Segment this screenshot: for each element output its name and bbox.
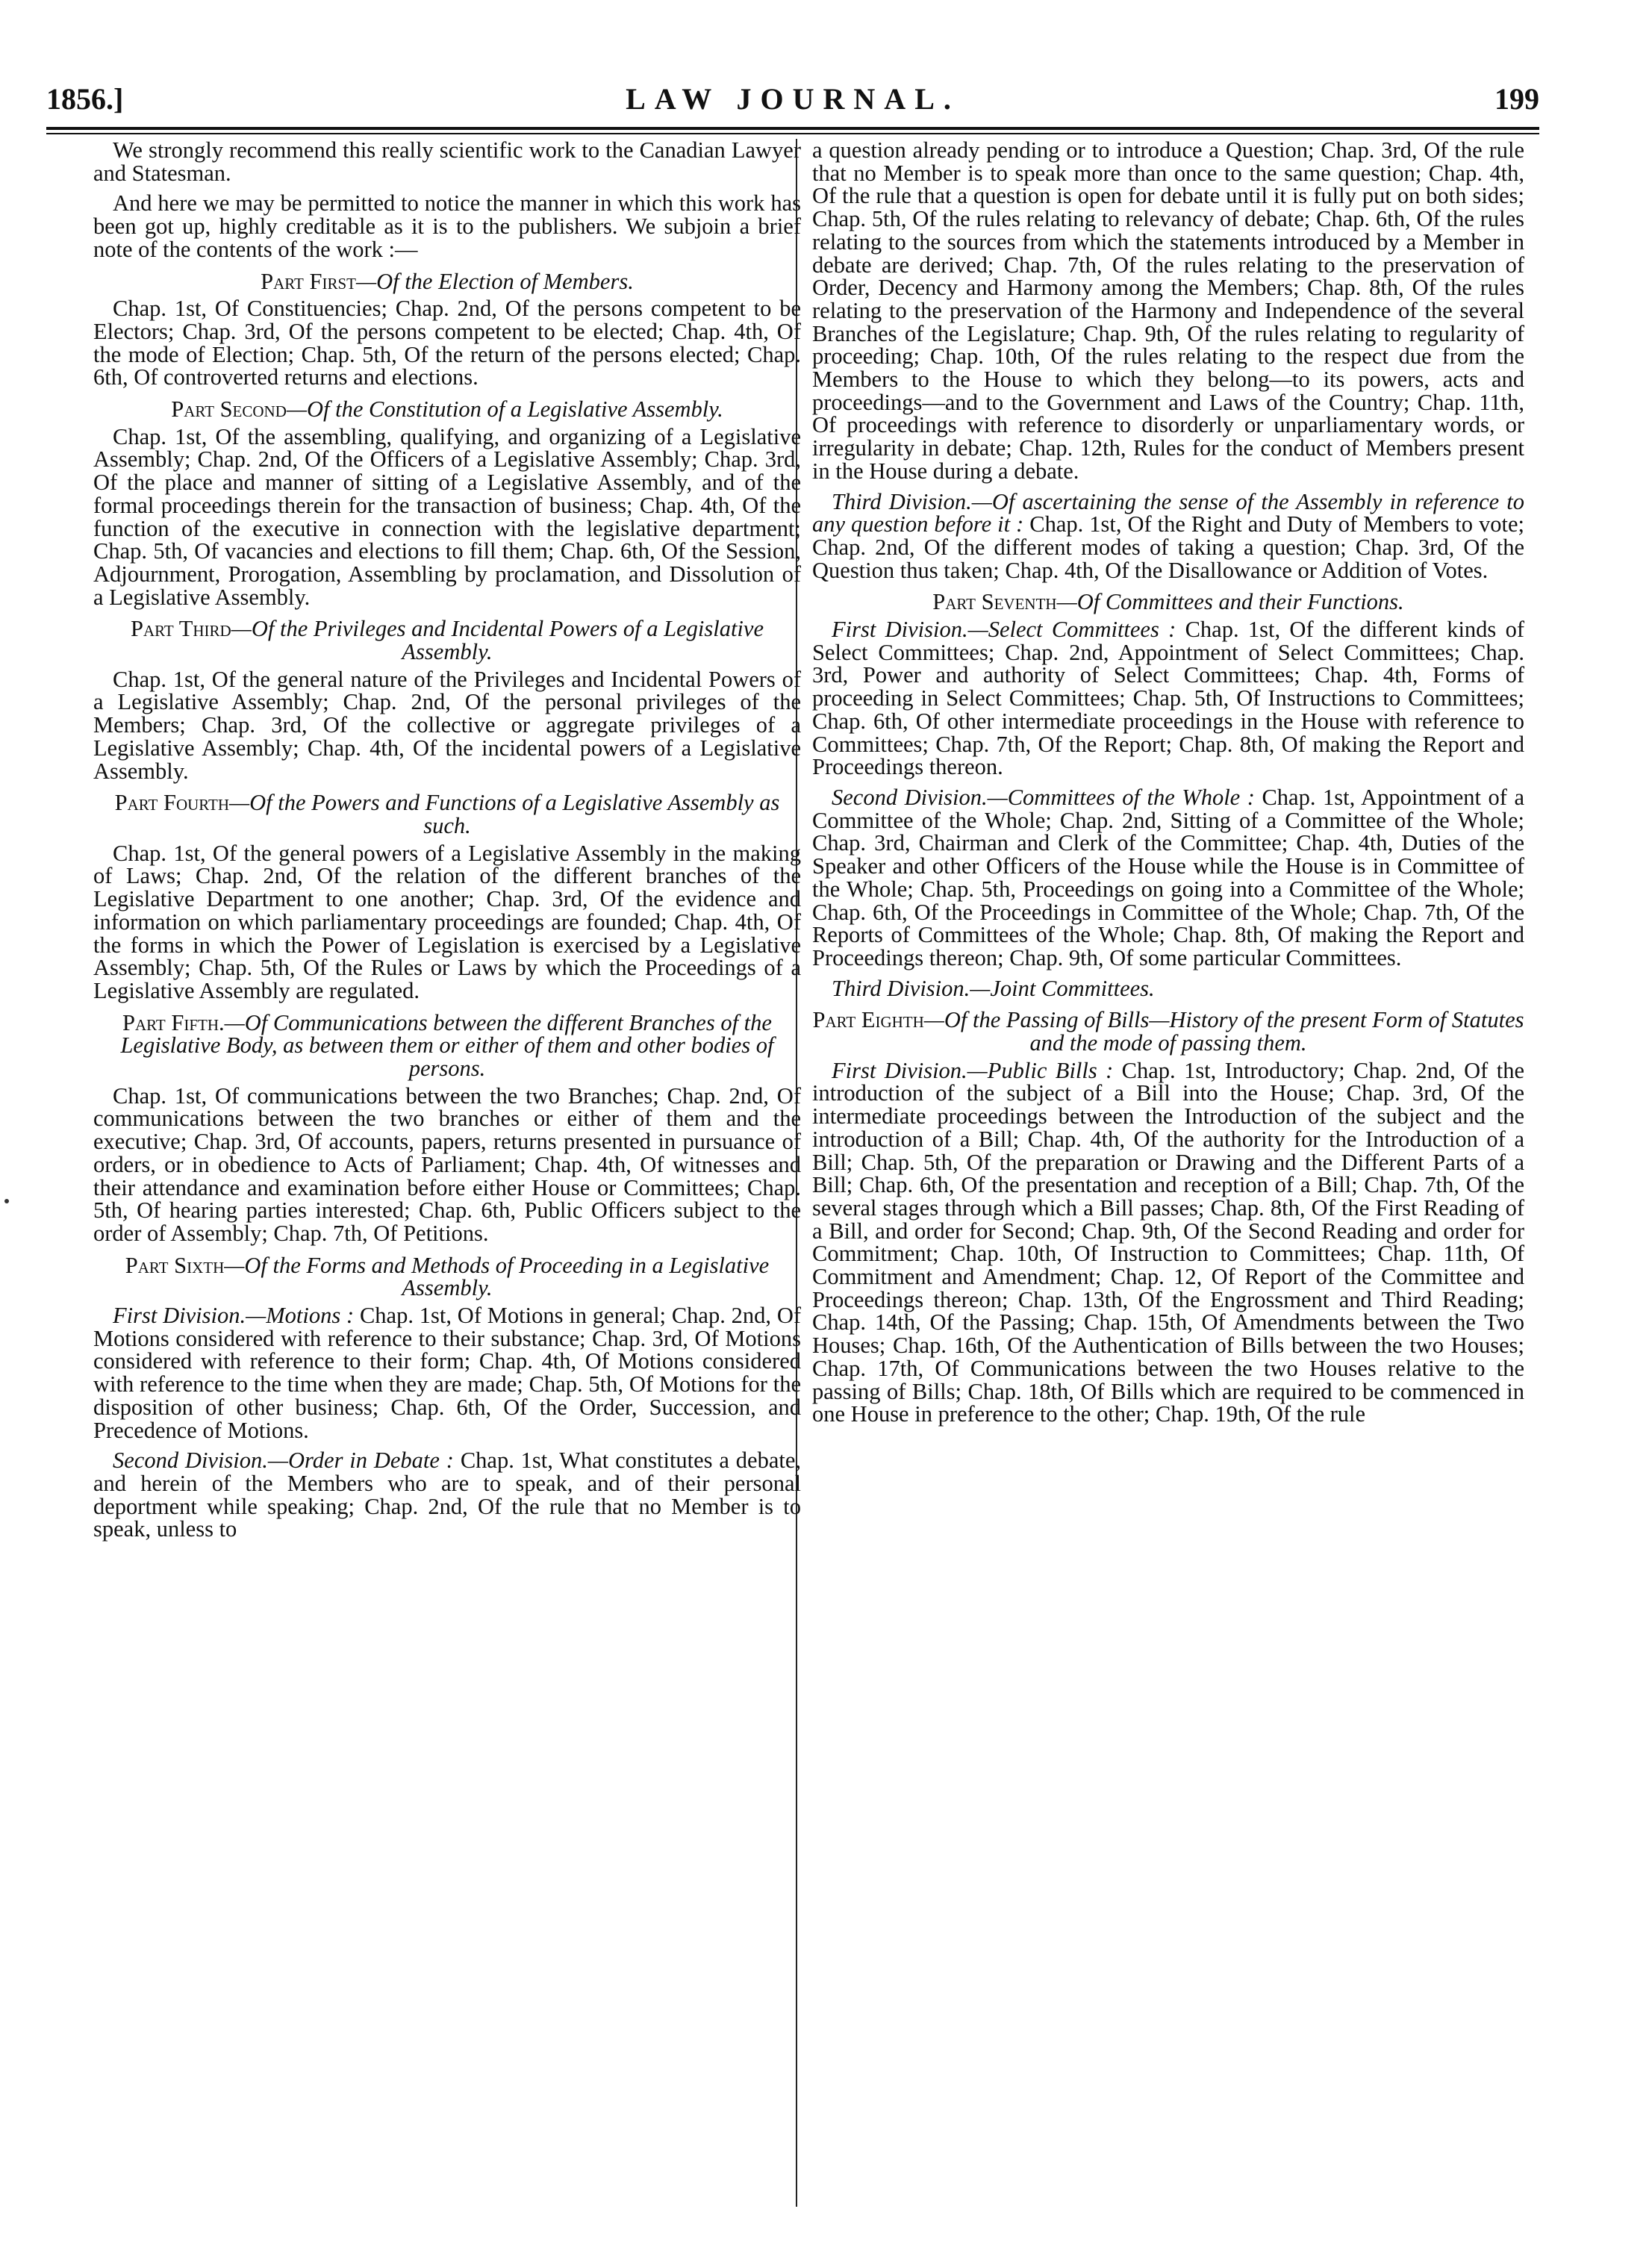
third-division-label: Third Division.—Of ascertaining the sense of the Assembly in reference to any question before it : [812,488,1524,537]
public-bills-body: Chap. 1st, Introductory; Chap. 2nd, Of the introduction of the subject of a Bill into the House; Chap. 3rd, Of the intermediate proceedings between the Introduction of the subject and the introduction of a Bill; Chap. 4th, Of the authority for the Introduction of a Bill; Chap. 5th, Of the preparation or Drawing and the Different Parts of a Bill; Chap. 6th, Of the presentation and reception of a Bill; Chap. 7th, Of the several stages through which a Bill passes; Chap. 8th, Of the First Reading of a Bill, and order for Second; Chap. 9th, Of the Second Reading and order for Commitment; Chap. 10th, Of Instruction to Committees; Chap. 11th, Of Commitment and Amendment; Chap. 12, Of Report of the Committee and Proceedings thereon; Chap. 13th, Of the Engrossment and Third Reading; Chap. 14th, Of the Passing; Chap. 15th, Of Amendments between the Two Houses; Chap. 16th, Of the Authentication of Bills between the two Houses; Chap. 17th, Of Communications between the two Houses relative to the passing of Bills; Chap. 18th, Of Bills which are required to be commenced in one House in preference to the other; Chap. 19th, Of the rule [812,1057,1524,1427]
part-fifth-title: —Of Communications between the different Branches of the Legislative Body, as between them or either of them and other bodies of persons. [120,1009,774,1082]
whole-committees-body: Chap. 1st, Appointment of a Committee of the Whole; Chap. 2nd, Sitting of a Committee of the Whole; Chap. 3rd, Chairman and Clerk of the Committee; Chap. 4th, Duties of the Speaker and other Officers of the House while the House is in Committee of the Whole; Chap. 5th, Proceedings on going into a Committee of the Whole; Chap. 6th, Of the Proceedings in Committee of the Whole; Chap. 7th, Of the Reports of Committees of the Whole; Chap. 8th, Of making the Report and Proceedings thereon; Chap. 9th, Of some particular Committees. [812,784,1525,970]
part-fifth-label: Part Fifth. [122,1009,225,1035]
part-eighth-title: —Of the Passing of Bills—History of the present Form of Statutes and the mode of passing them. [923,1007,1524,1056]
select-committees-body: Chap. 1st, Of the different kinds of Select Committees; Chap. 2nd, Appointment of Select Committees; Chap. 3rd, Power and authority of Select Committees; Chap. 4th, Forms of proceeding in Select Committees; Chap. 5th, Of Instructions to Committees; Chap. 6th, Of other intermediate proceedings in the House with reference to Committees; Chap. 7th, Of the Report; Chap. 8th, Of making the Report and Proceedings thereon. [812,617,1524,780]
part-fifth-heading [93,1009,801,1082]
motions-division-label: First Division.—Motions : [113,1303,355,1329]
joint-committees-division [812,977,1524,1000]
part-second-body: Chap. 1st, Of the assembling, qualifying, and organizing of a Legislative Assembly; Chap. 2nd, Of the Officers of a Legislative Assembly; Chap. 3rd, Of the place and manner of sitting of a Legislative Assembly, and of the formal proceedings therein for the transaction of business; Chap. 4th, Of the function of the executive in connection with the legislative department; Chap. 5th, Of vacancies and elections to fill them; Chap. 6th, Of the Session, Adjournment, Prorogation, Assembling by proclamation, and Dissolution of a Legislative Assembly. [93,423,801,610]
part-third-body: Chap. 1st, Of the general nature of the Privileges and Incidental Powers of a Legislative Assembly; Chap. 2nd, Of the personal privileges of the Members; Chap. 3rd, Of the collective or aggregate privileges of a Legislative Assembly; Chap. 4th, Of the incidental powers of a Legislative Assembly. [93,666,801,784]
third-division-body: Chap. 1st, Of the Right and Duty of Members to vote; Chap. 2nd, Of the different modes of taking a question; Chap. 3rd, Of the Question thus taken; Chap. 4th, Of the Disallowance or Addition of Votes. [812,511,1524,583]
debate-continuation: a question already pending or to introduce a Question; Chap. 3rd, Of the rule that no Member is to speak more than once to the same question; Chap. 4th, Of the rule that a question is open for debate until it is fully put on both sides; Chap. 5th, Of the rules relating to relevancy of debate; Chap. 6th, Of the rules relating to the sources from which the statements introduced by a Member in debate are derived; Chap. 7th, Of the rules relating to the preservation of Order, Decency and Harmony among the Members; Chap. 8th, Of the rules relating to the preservation of the Harmony and Independence of the several Branches of the Legislature; Chap. 9th, Of the rules relating to regularity of proceeding; Chap. 10th, Of the rules relating to the respect due from the Members to the House to which they belong—to its powers, acts and proceedings—and to the Government and Laws of the Country; Chap. 11th, Of proceedings with reference to disorderly or unparliamentary words, or irregularity in debate; Chap. 12th, Rules for the conduct of Members present in the House during a debate. [812,137,1524,484]
header-rule-thin [46,133,1539,134]
margin-mark [4,1199,9,1203]
part-fourth-heading [93,791,801,837]
part-first-body: Chap. 1st, Of Constituencies; Chap. 2nd, Of the persons competent to be Electors; Chap. 3rd, Of the persons competent to be elected; Chap. 4th, Of the mode of Election; Chap. 5th, Of the return of the persons elected; Chap. 6th, Of controverted returns and elections. [93,296,801,390]
header-rule-thick [46,127,1539,130]
part-second-heading [93,398,801,421]
part-fourth-title: —Of the Powers and Functions of a Legislative Assembly as such. [229,790,780,838]
select-committees-label: First Division.—Select Committees : [832,617,1176,643]
part-third-heading [93,617,801,663]
debate-division-body: Chap. 1st, What constitutes a debate, and herein of the Members who are to speak, and of their personal deportment while speaking; Chap. 2nd, Of the rule that no Member is to speak, unless to [93,1448,801,1542]
part-sixth-title: —Of the Forms and Methods of Proceeding in a Legislative Assembly. [224,1252,770,1301]
part-fourth-label: Part Fourth [114,790,230,816]
part-sixth-label: Part Sixth [125,1252,225,1278]
part-third-title: —Of the Privileges and Incidental Powers of a Legislative Assembly. [231,616,764,665]
part-seventh-title: —Of Committees and their Functions. [1056,589,1404,615]
part-sixth-heading [93,1254,801,1300]
public-bills-label: First Division.—Public Bills : [832,1057,1114,1083]
part-first-label: Part First [261,268,356,294]
part-seventh-label: Part Seventh [932,589,1057,615]
part-third-label: Part Third [130,616,231,642]
part-fifth-body: Chap. 1st, Of communications between the two Branches; Chap. 2nd, Of communications between the two branches or either of them and the executive; Chap. 3rd, Of accounts, papers, returns presented in pursuance of orders, or in obedience to Acts of Parliament; Chap. 4th, Of witnesses and their attendance and examination before either House or Committees; Chap. 5th, Of hearing parties interested; Chap. 6th, Public Officers subject to the order of Assembly; Chap. 7th, Of Petitions. [93,1082,801,1246]
part-sixth-first-division [93,1304,801,1442]
part-first-heading [93,270,801,293]
whole-committees-label: Second Division.—Committees of the Whole : [832,784,1255,810]
intro-paragraph-1: We strongly recommend this really scientific work to the Canadian Lawyer and Statesman. [93,137,801,186]
part-eighth-heading [812,1009,1524,1054]
joint-committees-label: Third Division.—Joint Committees. [832,975,1155,1001]
part-sixth-second-division [93,1449,801,1541]
part-fourth-body: Chap. 1st, Of the general powers of a Legislative Assembly in the making of Laws; Chap. 2nd, Of the relation of the different branches of the Legislative Department to one another; Chap. 3rd, Of the evidence and information on which parliamentary proceedings are founded; Chap. 4th, Of the forms in which the Power of Legislation is exercised by a Legislative Assembly; Chap. 5th, Of the Rules or Laws by which the Proceedings of a Legislative Assembly are regulated. [93,840,801,1003]
header-title: LAW JOURNAL. [626,82,960,116]
part-eighth-label: Part Eighth [812,1007,924,1033]
debate-division-label: Second Division.—Order in Debate : [113,1448,454,1474]
part-first-title: —Of the Election of Members. [355,268,634,294]
select-committees-division [812,618,1524,779]
part-second-title: —Of the Constitution of a Legislative Assembly. [286,396,723,423]
header-year: 1856.] [46,82,124,116]
intro-paragraph-2: And here we may be permitted to notice the manner in which this work has been got up, highly creditable as it is to the publishers. We subjoin a brief note of the contents of the work :— [93,190,801,262]
left-column [93,139,801,1548]
part-second-label: Part Second [171,396,287,423]
header-page-number: 199 [1494,82,1539,116]
part-seventh-heading [812,591,1524,614]
right-column [812,139,1524,1433]
third-division [812,490,1524,582]
motions-division-body: Chap. 1st, Of Motions in general; Chap. 2nd, Of Motions considered with reference to their substance; Chap. 3rd, Of Motions considered with reference to their form; Chap. 4th, Of Motions considered with reference to the time when they are made; Chap. 5th, Of Motions for the disposition of other business; Chap. 6th, Of the Order, Succession, and Precedence of Motions. [93,1303,801,1443]
page-header [46,81,1539,125]
public-bills-division [812,1059,1524,1426]
whole-committees-division [812,786,1524,970]
